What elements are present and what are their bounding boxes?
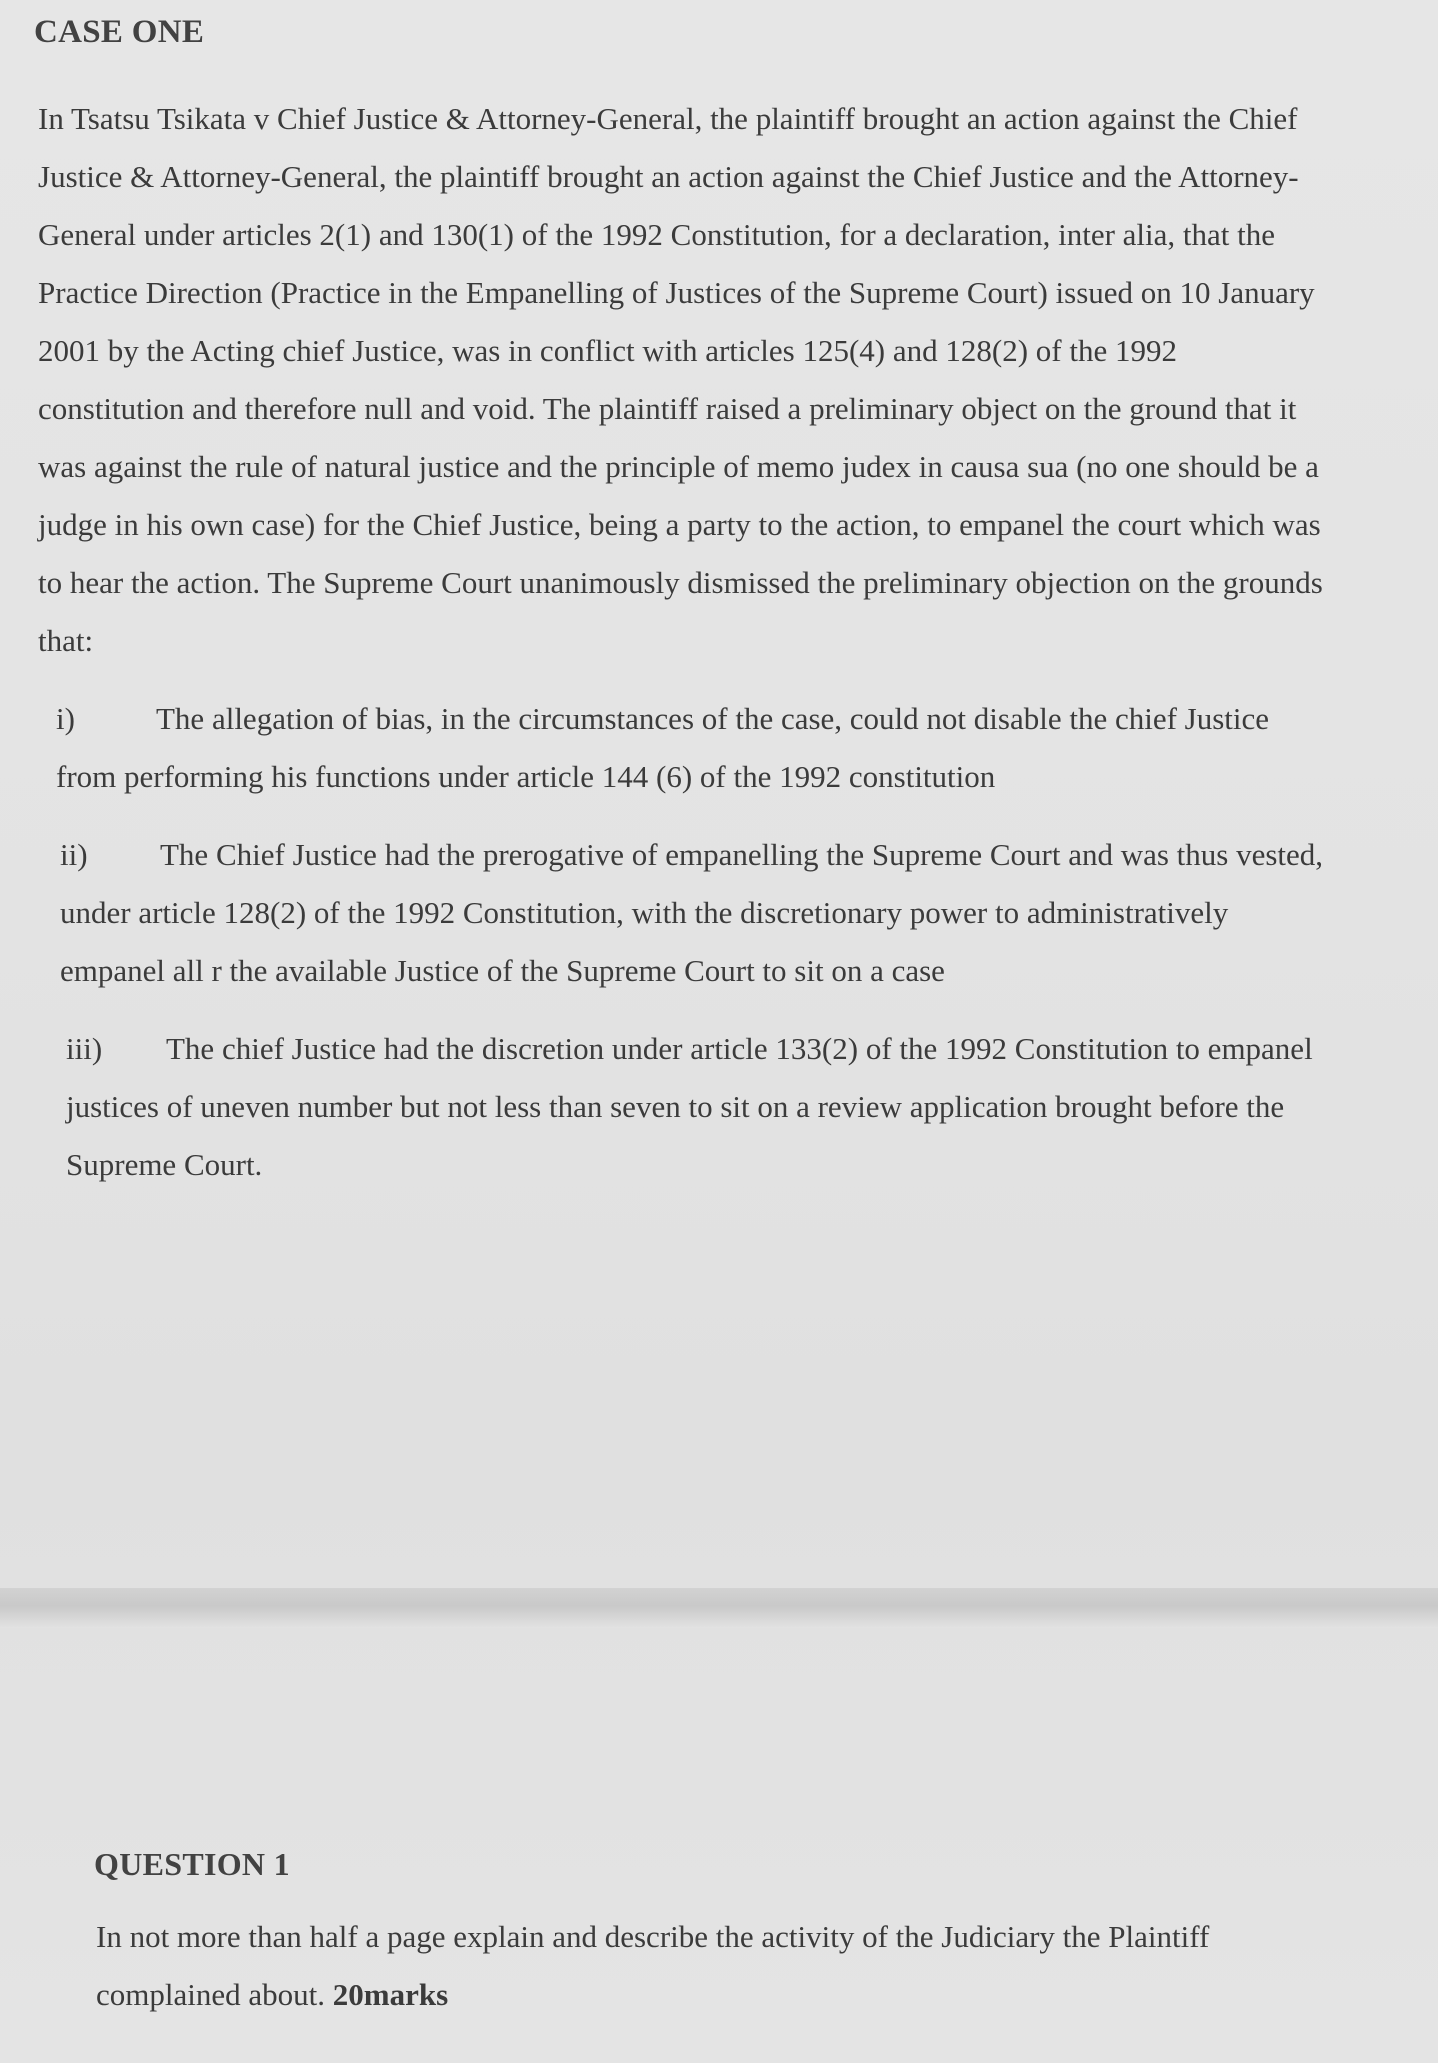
ground-item-1 [56, 690, 1326, 806]
page-break-shadow [0, 1588, 1438, 1628]
question-sheet [0, 1628, 1438, 2063]
ground-number: i) [56, 701, 75, 736]
question-title: QUESTION 1 [94, 1846, 290, 1882]
case-paragraph: In Tsatsu Tsikata v Chief Justice & Attorney-General, the plaintiff brought an action against the Chief Justice & Attorney-General, the plaintiff brought an action against the Chief Justice and the Attorney-General under articles 2(1) and 130(1) of the 1992 Constitution, for a declaration, inter alia, that the Practice Direction (Practice in the Empanelling of Justices of the Supreme Court) issued on 10 January 2001 by the Acting chief Justice, was in conflict with articles 125(4) and 128(2) of the 1992 constitution and therefore null and void. The plaintiff raised a preliminary object on the ground that it was against the rule of natural justice and the principle of memo judex in causa sua (no one should be a judge in his own case) for the Chief Justice, being a party to the action, to empanel the court which was to hear the action. The Supreme Court unanimously dismissed the preliminary objection on the grounds that: [38, 101, 1323, 658]
ground-item-3 [66, 1020, 1336, 1194]
ground-text: The chief Justice had the discretion under article 133(2) of the 1992 Constitution to empanel justices of uneven number but not less than seven to sit on a review application brought before the Supreme Court. [66, 1031, 1313, 1182]
question-body: In not more than half a page explain and describe the activity of the Judiciary the Plaintiff complained about. [96, 1919, 1210, 2012]
question-text [96, 1908, 1256, 2024]
ground-text: The allegation of bias, in the circumstances of the case, could not disable the chief Justice from performing his functions under article 144 (6) of the 1992 constitution [56, 701, 1270, 794]
question-marks: 20marks [332, 1977, 449, 2012]
ground-item-2 [60, 826, 1330, 1000]
case-title: CASE ONE [34, 14, 205, 50]
ground-number: iii) [66, 1031, 103, 1066]
ground-text: The Chief Justice had the prerogative of empanelling the Supreme Court and was thus vested, under article 128(2) of the 1992 Constitution, with the discretionary power to administratively empanel all r the available Justice of the Supreme Court to sit on a case [60, 837, 1324, 988]
ground-number: ii) [60, 837, 88, 872]
